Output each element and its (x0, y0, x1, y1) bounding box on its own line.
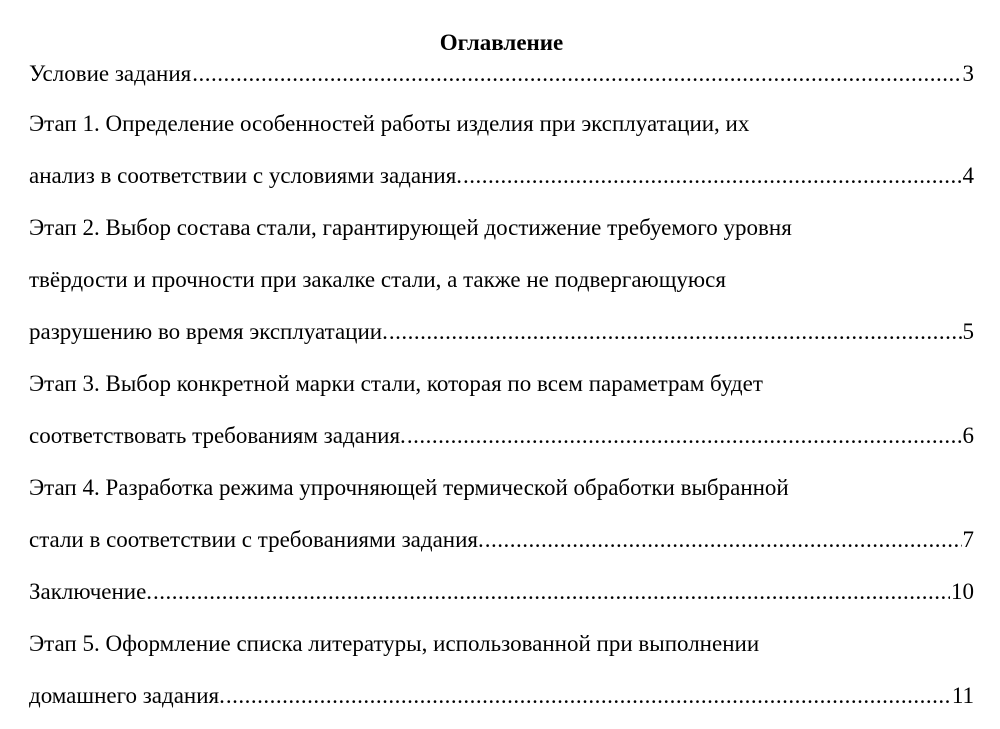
toc-page-number: 4 (962, 163, 974, 188)
toc-entry-text: соответствовать требованиям задания. (29, 423, 406, 448)
toc-title: Оглавление (439, 30, 564, 55)
toc-entry-text: разрушению во время эксплуатации. (29, 319, 388, 344)
dot-leader (407, 410, 962, 462)
dot-leader (485, 514, 962, 566)
toc-entry-stage-4[interactable] (29, 462, 974, 566)
toc-page-number: 11 (951, 683, 974, 708)
toc-entry-task-condition[interactable] (29, 58, 974, 90)
toc-entry-text: домашнего задания. (29, 683, 225, 708)
toc-page-number: 6 (962, 423, 974, 448)
dot-leader (226, 670, 951, 722)
toc-entry-conclusion[interactable] (29, 566, 974, 618)
toc-entry-text: стали в соответствии с требованиями задания. (29, 527, 484, 552)
dot-leader (153, 566, 950, 618)
table-of-contents (29, 28, 974, 722)
toc-entry-text: анализ в соответствии с условиями задания. (29, 163, 463, 188)
toc-page-number: 7 (962, 527, 974, 552)
toc-entry-stage-5[interactable] (29, 618, 974, 722)
dot-leader (463, 150, 961, 202)
toc-entry-text: Этап 2. Выбор состава стали, гарантирующей достижение требуемого уровня (29, 215, 792, 240)
toc-entry-text: Этап 4. Разработка режима упрочняющей термической обработки выбранной (29, 475, 789, 500)
toc-entry-stage-2[interactable] (29, 202, 974, 358)
toc-entry-text: Этап 1. Определение особенностей работы изделия при эксплуатации, их (29, 111, 750, 136)
toc-page-number: 5 (962, 319, 974, 344)
toc-entry-text: твёрдости и прочности при закалке стали, а также не подвергающуюся (29, 267, 726, 292)
toc-entry-text: Этап 3. Выбор конкретной марки стали, которая по всем параметрам будет (29, 371, 763, 396)
toc-page-number: 10 (951, 579, 974, 604)
toc-entry-text: Заключение. (29, 579, 153, 604)
dot-leader (389, 306, 962, 358)
toc-entry-text: Этап 5. Оформление списка литературы, использованной при выполнении (29, 631, 760, 656)
toc-entry-stage-3[interactable] (29, 358, 974, 462)
toc-entry-text: Условие задания (29, 61, 192, 86)
dot-leader (192, 58, 961, 90)
toc-page-number: 3 (962, 61, 974, 86)
toc-entry-stage-1[interactable] (29, 98, 974, 202)
